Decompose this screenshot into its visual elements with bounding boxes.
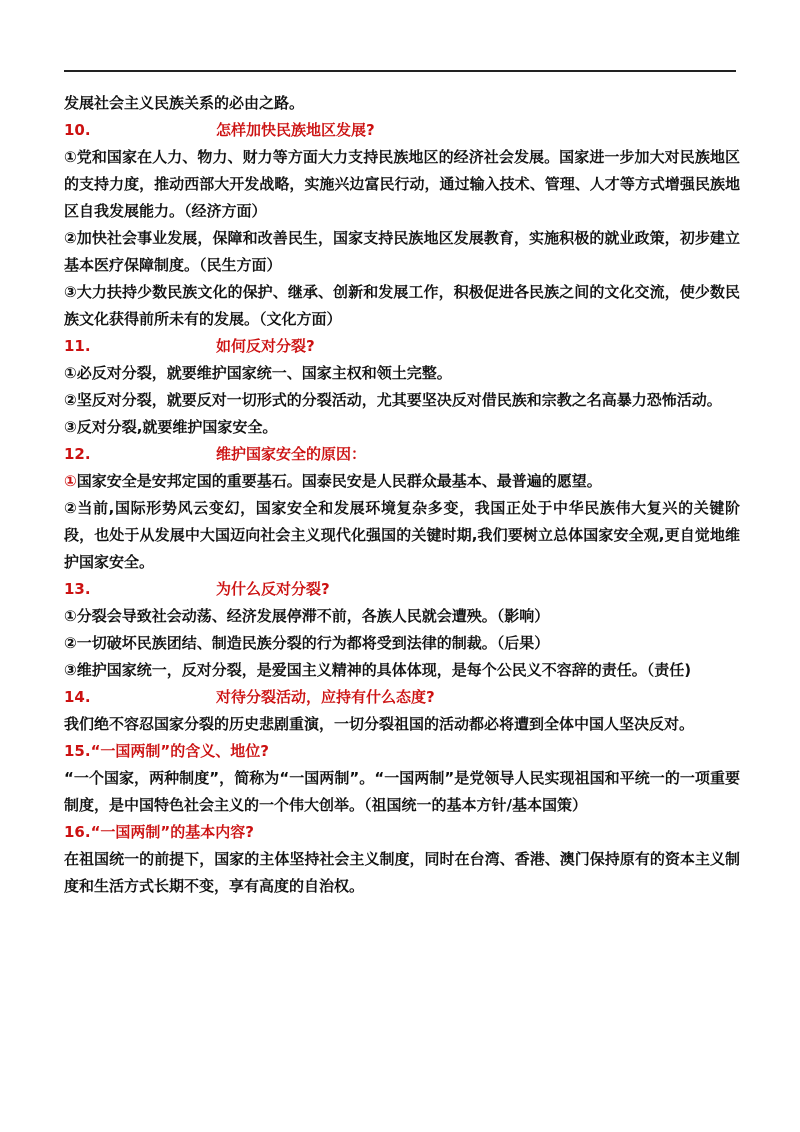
question-15-heading: [64, 738, 740, 765]
question-11-item-1: ①必反对分裂，就要维护国家统一、国家主权和领土完整。: [64, 364, 452, 382]
question-12-item-2: ②当前,国际形势风云变幻，国家安全和发展环境复杂多变，我国正处于中华民族伟大复兴的关键阶段，也处于从发展中大国迈向社会主义现代化强国的关键时期,我们要树立总体国家安全观,更自觉地维护国家安全。: [64, 499, 740, 571]
question-11-title: 如何反对分裂?: [216, 337, 315, 355]
question-11-item-3: ③反对分裂,就要维护国家安全。: [64, 418, 278, 436]
question-16-title: “一国两制”的基本内容?: [90, 823, 254, 841]
question-13-item-3: ③维护国家统一，反对分裂，是爱国主义精神的具体体现，是每个公民义不容辞的责任。（责任): [64, 661, 692, 679]
question-13-heading: [64, 576, 740, 603]
question-11-heading: [64, 333, 740, 360]
question-14-title: 对待分裂活动，应持有什么态度?: [216, 688, 435, 706]
question-11-item-2: ②坚反对分裂，就要反对一切形式的分裂活动，尤其要坚决反对借民族和宗教之名高暴力恐怖活动。: [64, 391, 722, 409]
question-14-heading: [64, 684, 740, 711]
question-10-number: 10.: [64, 121, 91, 139]
question-14-number: 14.: [64, 688, 91, 706]
question-16-number: 16.: [64, 823, 91, 841]
intro-line: 发展社会主义民族关系的必由之路。: [64, 94, 305, 112]
question-16-heading: [64, 819, 740, 846]
question-12-heading: [64, 441, 740, 468]
question-10-title: 怎样加快民族地区发展?: [216, 121, 375, 139]
question-12-item-1-marker: ①: [64, 472, 77, 490]
question-11-number: 11.: [64, 337, 91, 355]
question-12-title: 维护国家安全的原因：: [216, 445, 367, 463]
question-13-item-1: ①分裂会导致社会动荡、经济发展停滞不前，各族人民就会遭殃。（影响）: [64, 607, 550, 625]
top-divider: [64, 70, 736, 72]
question-12-item-1: [64, 468, 740, 495]
question-12-item-1-text: 国家安全是安邦定国的重要基石。国泰民安是人民群众最基本、最普遍的愿望。: [76, 472, 602, 490]
question-10-item-2: ②加快社会事业发展，保障和改善民生，国家支持民族地区发展教育，实施积极的就业政策，初步建立基本医疗保障制度。（民生方面）: [64, 229, 740, 274]
question-13-item-2: ②一切破坏民族团结、制造民族分裂的行为都将受到法律的制裁。（后果）: [64, 634, 550, 652]
question-16-answer: 在祖国统一的前提下，国家的主体坚持社会主义制度，同时在台湾、香港、澳门保持原有的资本主义制度和生活方式长期不变，享有高度的自治权。: [64, 850, 740, 895]
question-15-answer: “一个国家，两种制度”，简称为“一国两制”。“一国两制”是党领导人民实现祖国和平统一的一项重要制度，是中国特色社会主义的一个伟大创举。（祖国统一的基本方针/基本国策）: [64, 769, 740, 814]
question-13-title: 为什么反对分裂?: [216, 580, 330, 598]
document-content: [64, 90, 740, 900]
question-14-answer: 我们绝不容忍国家分裂的历史悲剧重演，一切分裂祖国的活动都必将遭到全体中国人坚决反对。: [64, 715, 695, 733]
question-10-item-1: ①党和国家在人力、物力、财力等方面大力支持民族地区的经济社会发展。国家进一步加大对民族地区的支持力度，推动西部大开发战略，实施兴边富民行动，通过输入技术、管理、人才等方式增强民族地区自我发展能力。（经济方面）: [64, 148, 740, 220]
question-15-title: “一国两制”的含义、地位?: [90, 742, 269, 760]
question-13-number: 13.: [64, 580, 91, 598]
question-12-number: 12.: [64, 445, 91, 463]
question-10-heading: [64, 117, 740, 144]
question-10-item-3: ③大力扶持少数民族文化的保护、继承、创新和发展工作，积极促进各民族之间的文化交流，使少数民族文化获得前所未有的发展。（文化方面）: [64, 283, 740, 328]
question-15-number: 15.: [64, 742, 91, 760]
